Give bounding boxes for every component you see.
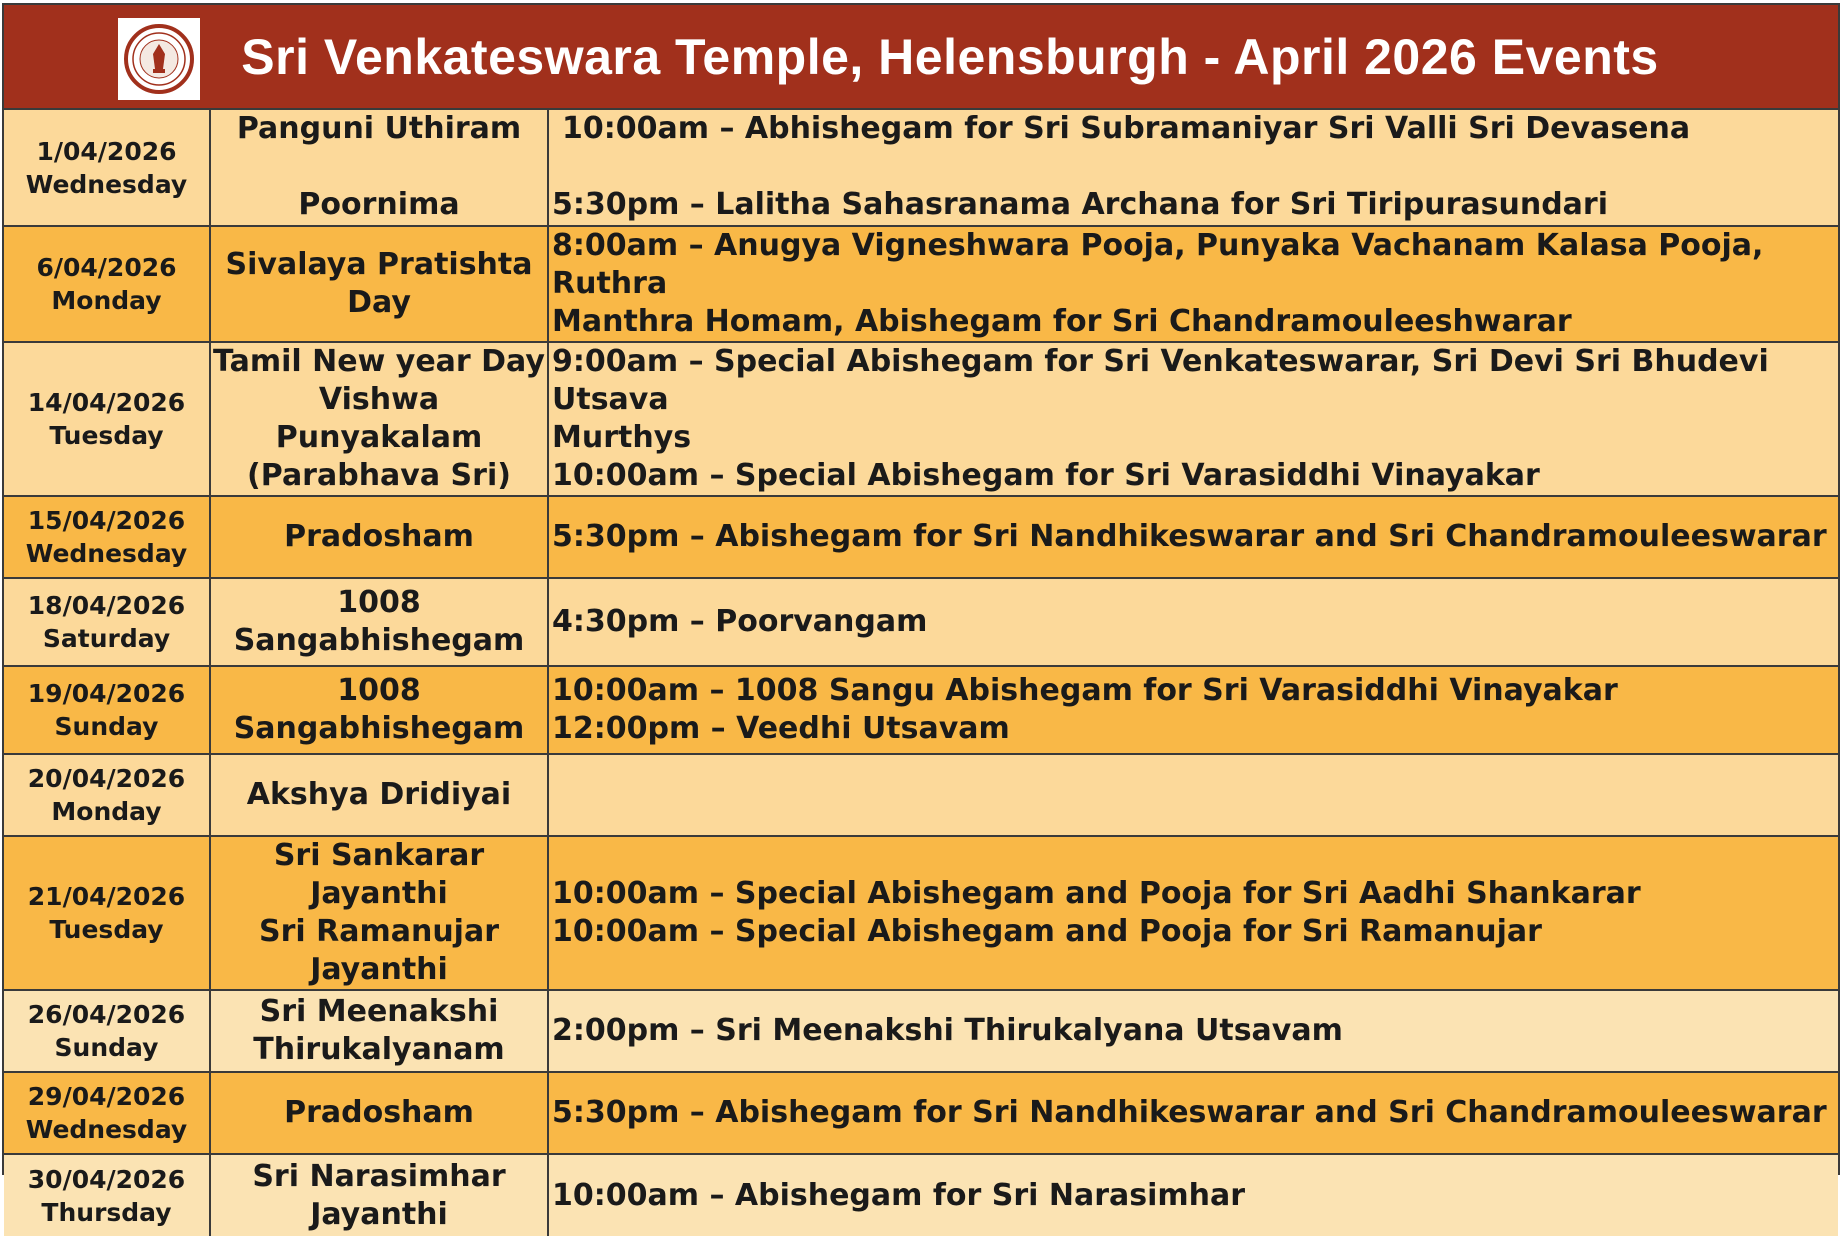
day-label: Wednesday <box>25 1115 188 1144</box>
day-label: Tuesday <box>49 421 164 450</box>
events-table <box>4 110 1838 1236</box>
detail-cell <box>548 836 1838 990</box>
detail-cell <box>548 578 1838 666</box>
day-label: Wednesday <box>25 539 188 568</box>
event-cell <box>210 836 548 990</box>
date-cell <box>4 990 210 1072</box>
day-label: Sunday <box>54 1033 159 1062</box>
date-label: 18/04/2026 <box>27 591 186 620</box>
event-detail: 10:00am – Abhishegam for Sri Subramaniyar Sri Valli Sri Devasena <box>562 111 1691 146</box>
event-name: Poornima <box>298 187 460 222</box>
table-row <box>4 666 1838 754</box>
event-name: Sri Sankarar Jayanthi Sri Ramanujar Jayanthi <box>258 838 499 987</box>
table-row <box>4 836 1838 990</box>
date-label: 1/04/2026 <box>36 136 177 166</box>
event-cell <box>210 666 548 754</box>
date-cell <box>4 496 210 578</box>
day-label: Monday <box>51 286 162 315</box>
date-label: 19/04/2026 <box>27 679 186 708</box>
detail-cell <box>548 110 1838 226</box>
event-name: Panguni Uthiram <box>236 111 522 146</box>
detail-cell <box>548 496 1838 578</box>
date-label: 15/04/2026 <box>27 506 186 535</box>
day-label: Monday <box>51 797 162 826</box>
event-name: Pradosham <box>284 1095 474 1130</box>
date-cell <box>4 1154 210 1236</box>
date-cell <box>4 836 210 990</box>
day-label: Wednesday <box>25 169 188 199</box>
event-name: Pradosham <box>284 519 474 554</box>
detail-cell <box>548 1154 1838 1236</box>
event-name: 1008 Sangabhishegam <box>233 673 525 746</box>
detail-cell <box>548 990 1838 1072</box>
event-cell <box>210 754 548 836</box>
table-row <box>4 110 1838 226</box>
date-label: 30/04/2026 <box>27 1164 186 1194</box>
date-cell <box>4 226 210 342</box>
event-detail: 8:00am – Anugya Vigneshwara Pooja, Punyaka Vachanam Kalasa Pooja, Ruthra Manthra Homam, Abishegam for Sri Chandramouleeshwarar <box>552 228 1764 339</box>
detail-cell <box>548 666 1838 754</box>
event-cell <box>210 342 548 496</box>
date-label: 6/04/2026 <box>36 253 177 282</box>
page-title: Sri Venkateswara Temple, Helensburgh - April 2026 Events <box>241 28 1659 85</box>
event-cell <box>210 1154 548 1236</box>
table-row <box>4 226 1838 342</box>
event-name: 1008 Sangabhishegam <box>233 585 525 658</box>
detail-cell <box>548 226 1838 342</box>
date-label: 29/04/2026 <box>27 1082 186 1111</box>
detail-cell <box>548 754 1838 836</box>
table-row <box>4 578 1838 666</box>
event-detail: 10:00am – 1008 Sangu Abishegam for Sri Varasiddhi Vinayakar 12:00pm – Veedhi Utsavam <box>552 673 1618 746</box>
event-cell <box>210 226 548 342</box>
event-cell <box>210 496 548 578</box>
date-label: 14/04/2026 <box>27 388 186 417</box>
event-detail: 9:00am – Special Abishegam for Sri Venkateswarar, Sri Devi Sri Bhudevi Utsava Murthys 10:00am – Special Abishegam for Sri Varasiddhi Vinayakar <box>552 344 1769 493</box>
table-row <box>4 1154 1838 1236</box>
day-label: Thursday <box>41 1197 172 1227</box>
table-row <box>4 754 1838 836</box>
day-label: Saturday <box>42 624 171 653</box>
event-cell <box>210 578 548 666</box>
temple-seal-icon <box>118 18 200 100</box>
detail-cell <box>548 342 1838 496</box>
table-row <box>4 342 1838 496</box>
event-cell <box>210 990 548 1072</box>
event-detail: 10:00am – Abishegam for Sri Narasimhar <box>552 1177 1246 1213</box>
date-label: 21/04/2026 <box>27 882 186 911</box>
table-row <box>4 496 1838 578</box>
event-cell <box>210 110 548 226</box>
events-flyer <box>2 3 1840 1232</box>
day-label: Tuesday <box>49 915 164 944</box>
event-name: Sivalaya Pratishta Day <box>225 247 533 320</box>
event-name: Sri Meenakshi Thirukalyanam <box>253 994 505 1067</box>
date-cell <box>4 754 210 836</box>
date-label: 20/04/2026 <box>27 764 186 793</box>
date-label: 26/04/2026 <box>27 1000 186 1029</box>
event-detail: 4:30pm – Poorvangam <box>552 604 928 639</box>
event-cell <box>210 1072 548 1154</box>
event-detail: 5:30pm – Lalitha Sahasranama Archana for Sri Tiripurasundari <box>552 187 1608 222</box>
event-detail: 5:30pm – Abishegam for Sri Nandhikeswarar and Sri Chandramouleeswarar <box>552 1095 1827 1130</box>
event-name: Akshya Dridiyai <box>246 777 512 812</box>
detail-cell <box>548 1072 1838 1154</box>
event-detail: 5:30pm – Abishegam for Sri Nandhikeswarar and Sri Chandramouleeswarar <box>552 519 1827 554</box>
day-label: Sunday <box>54 712 159 741</box>
event-detail: 10:00am – Special Abishegam and Pooja for Sri Aadhi Shankarar 10:00am – Special Abishegam and Pooja for Sri Ramanujar <box>552 876 1641 949</box>
date-cell <box>4 1072 210 1154</box>
table-row <box>4 990 1838 1072</box>
date-cell <box>4 110 210 226</box>
event-name: Sri Narasimhar Jayanthi <box>252 1158 506 1232</box>
table-row <box>4 1072 1838 1154</box>
date-cell <box>4 666 210 754</box>
header-banner <box>4 5 1838 110</box>
date-cell <box>4 578 210 666</box>
event-detail: 2:00pm – Sri Meenakshi Thirukalyana Utsavam <box>552 1013 1343 1048</box>
date-cell <box>4 342 210 496</box>
event-name: Tamil New year Day Vishwa Punyakalam (Parabhava Sri) <box>213 344 545 493</box>
